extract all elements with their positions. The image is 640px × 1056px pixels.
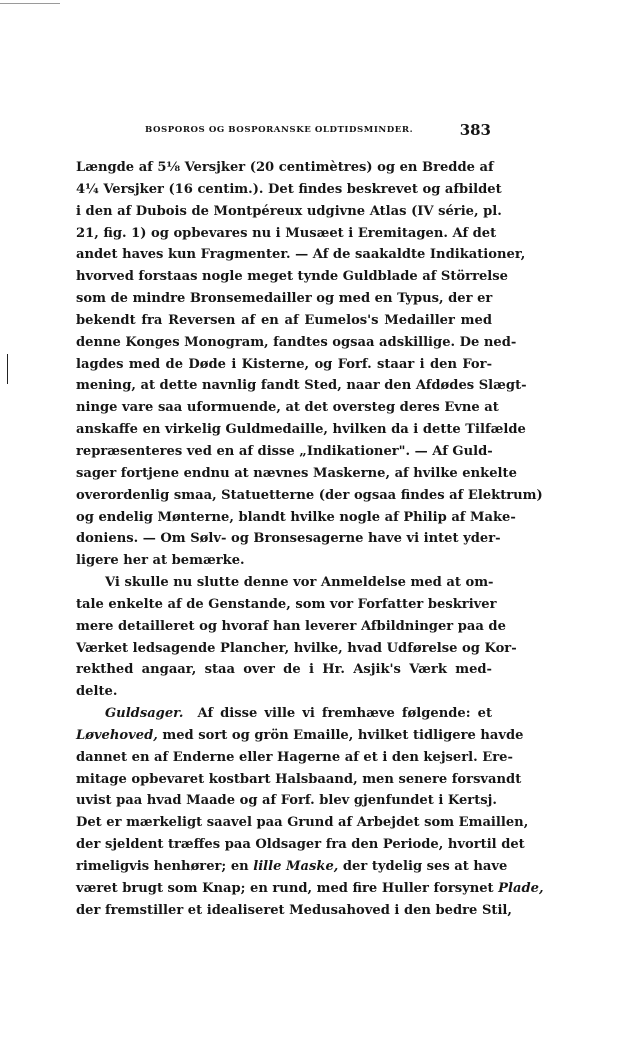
running-title: BOSPOROS OG BOSPORANSKE OLDTIDSMINDER. (145, 125, 414, 135)
text-line: som de mindre Bronsemedailler og med en Typus, der er (76, 291, 493, 307)
text-line: 4¼ Versjker (16 centim.). Det findes beskrevet og afbildet (76, 181, 502, 197)
term-lille-maske: lille Maske, (253, 859, 339, 874)
text-line: 21, fig. 1) og opbevares nu i Musæet i Eremitagen. Af det (76, 225, 497, 241)
text-line: Det er mærkeligt saavel paa Grund af Arbejdet som Emaillen, (76, 815, 529, 831)
text-line: anskaffe en virkelig Guldmedaille, hvilken da i dette Tilfælde (76, 422, 526, 438)
text-line: og endelig Mønterne, blandt hvilke nogle af Philip af Make- (76, 509, 516, 525)
text-line: Længde af 5⅛ Versjker (20 centimètres) og en Bredde af (76, 160, 494, 175)
text-line: tale enkelte af de Genstande, som vor Forfatter beskriver (76, 596, 497, 612)
text-line: dannet en af Enderne eller Hagerne af et i den kejserl. Ere- (76, 749, 513, 765)
text-line: ligere her at bemærke. (76, 553, 245, 569)
line-text: Af disse ville vi fremhæve følgende: et (197, 706, 492, 722)
text-line: repræsenteres ved en af disse „Indikationer". — Af Guld- (76, 443, 493, 459)
text-line: der fremstiller et idealiseret Medusahoved i den bedre Stil, (76, 902, 512, 918)
scan-edge-mark (0, 3, 60, 4)
text-line (76, 725, 524, 747)
text-line: i den af Dubois de Montpéreux udgivne Atlas (IV série, pl. (76, 203, 502, 219)
text-line: ninge vare saa uformuende, at det oversteg deres Evne at (76, 400, 499, 416)
text-line: delte. (76, 684, 118, 700)
text-line: overordenlig smaa, Statuetterne (der ogsaa findes af Elektrum) (76, 487, 543, 503)
page-number: 383 (459, 121, 491, 139)
line-text: været brugt som Knap; en rund, med fire Huller forsynet (76, 880, 494, 896)
text-line (76, 878, 544, 900)
text-line: doniens. — Om Sølv- og Bronsesagerne have vi intet yder- (76, 531, 501, 547)
line-text: med sort og grön Emaille, hvilket tidligere havde (162, 727, 524, 743)
body-text (76, 157, 544, 922)
term-loevehoved: Løvehoved, (76, 727, 158, 743)
text-line: der sjeldent træffes paa Oldsager fra den Periode, hvortil det (76, 837, 525, 853)
text-line (76, 856, 508, 878)
text-line: lagdes med de Døde i Kisterne, og Forf. staar i den For- (76, 356, 492, 372)
text-line: denne Konges Monogram, fandtes ogsaa adskillige. De ned- (76, 334, 517, 350)
text-line: Værket ledsagende Plancher, hvilke, hvad Udførelse og Kor- (76, 640, 517, 656)
text-line: mening, at dette navnlig fandt Sted, naar den Afdødes Slægt- (76, 378, 527, 394)
text-line: Vi skulle nu slutte denne vor Anmeldelse med at om- (105, 575, 494, 591)
term-plade: Plade, (498, 880, 544, 896)
text-line: bekendt fra Reversen af en af Eumelos's Medailler med (76, 312, 492, 328)
text-line: uvist paa hvad Maade og af Forf. blev gjenfundet i Kertsj. (76, 793, 497, 809)
text-line: rekthed angaar, staa over de i Hr. Asjik's Værk med- (76, 662, 492, 678)
page-header (145, 121, 491, 141)
margin-mark (7, 354, 8, 384)
line-text: rimeligvis henhører; en (76, 859, 249, 874)
text-line: hvorved forstaas nogle meget tynde Guldblade af Störrelse (76, 269, 508, 285)
text-line: sager fortjene endnu at nævnes Maskerne, af hvilke enkelte (76, 465, 517, 481)
line-text: der tydelig ses at have (342, 859, 508, 874)
term-guldsager: Guldsager. (105, 706, 184, 722)
text-line: andet haves kun Fragmenter. — Af de saakaldte Indikationer, (76, 247, 526, 263)
text-line: mere detailleret og hvoraf han leverer Afbildninger paa de (76, 618, 506, 634)
text-line: mitage opbevaret kostbart Halsbaand, men senere forsvandt (76, 771, 522, 787)
text-line (76, 703, 492, 725)
